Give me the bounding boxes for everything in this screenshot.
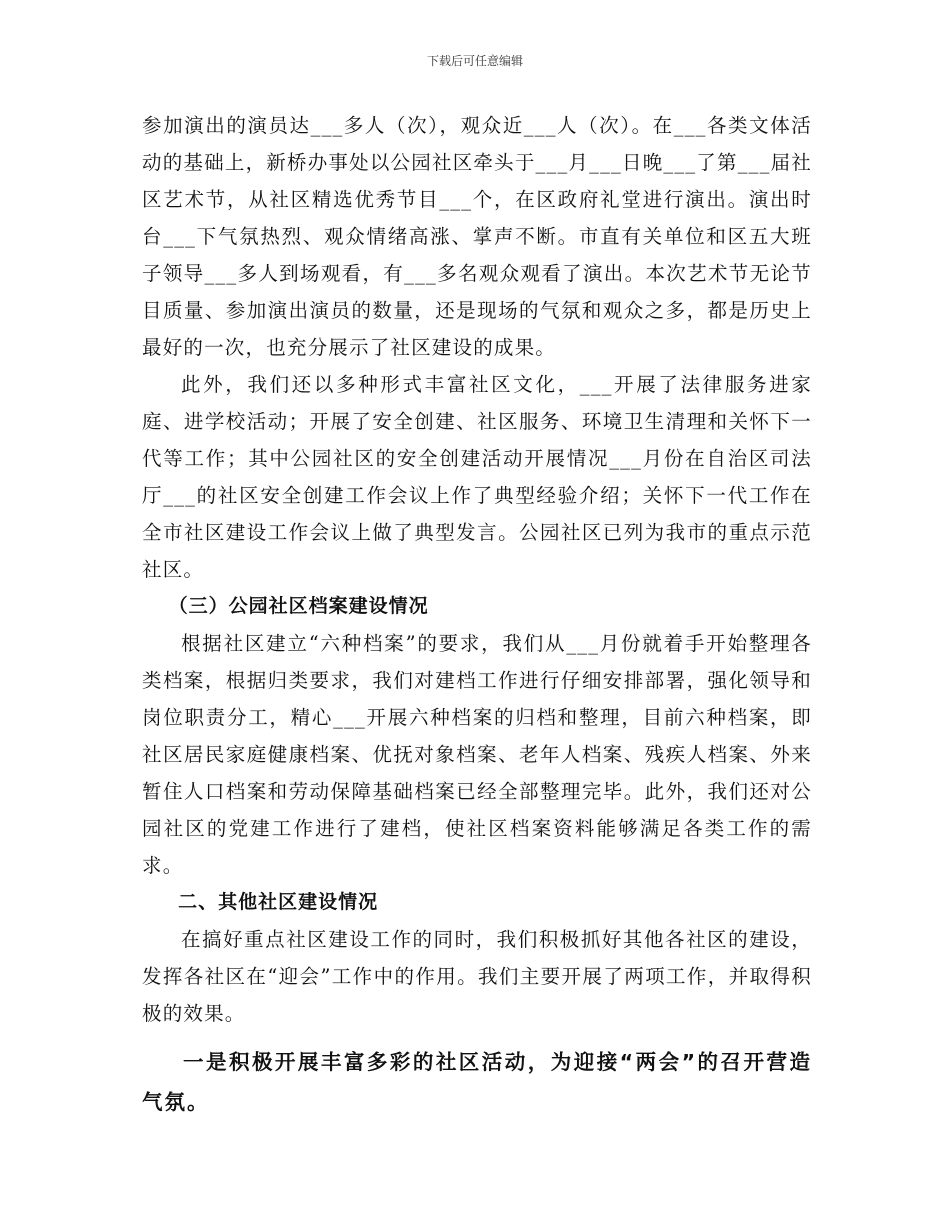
paragraph-first-item-bold: 一是积极开展丰富多彩的社区活动，为迎接“两会”的召开营造气氛。 xyxy=(142,1050,812,1114)
paragraph-community-culture: 此外，我们还以多种形式丰富社区文化，___开展了法律服务进家庭、进学校活动；开展了安全创建、社区服务、环境卫生清理和关怀下一代等工作；其中公园社区的安全创建活动开展情况___月份在自治区司法厅___的社区安全创建工作会议上作了典型经验介绍；关怀下一代工作在全市社区建设工作会议上做了典型发言。公园社区已列为我市的重点示范社区。 xyxy=(142,373,812,581)
paragraph-other-communities: 在搞好重点社区建设工作的同时，我们积极抓好其他各社区的建设，发挥各社区在“迎会”工作中的作用。我们主要开展了两项工作，并取得积极的效果。 xyxy=(142,928,812,1025)
page-header-note: 下载后可任意编辑 xyxy=(426,54,523,68)
paragraph-archives: 根据社区建立“六种档案”的要求，我们从___月份就着手开始整理各类档案，根据归类要求，我们对建档工作进行仔细安排部署，强化领导和岗位职责分工，精心___开展六种档案的归档和整理，目前六种档案，即社区居民家庭健康档案、优抚对象档案、老年人档案、残疾人档案、外来暂住人口档案和劳动保障基础档案已经全部整理完毕。此外，我们还对公园社区的党建工作进行了建档，使社区档案资料能够满足各类工作的需求。 xyxy=(142,632,812,877)
paragraph-arts-festival: 参加演出的演员达___多人（次），观众近___人（次）。在___各类文体活动的基础上，新桥办事处以公园社区牵头于___月___日晚___了第___届社区艺术节，从社区精选优秀节目___个，在区政府礼堂进行演出。演出时台___下气氛热烈、观众情绪高涨、掌声不断。市直有关单位和区五大班子领导___多人到场观看，有___多名观众观看了演出。本次艺术节无论节目质量、参加演出演员的数量，还是现场的气氛和观众之多，都是历史上最好的一次，也充分展示了社区建设的成果。 xyxy=(142,114,812,359)
section-heading-other-communities: 二、其他社区建设情况 xyxy=(178,891,379,913)
document-body xyxy=(142,107,812,1122)
section-heading-archives: （三）公园社区档案建设情况 xyxy=(168,595,429,617)
